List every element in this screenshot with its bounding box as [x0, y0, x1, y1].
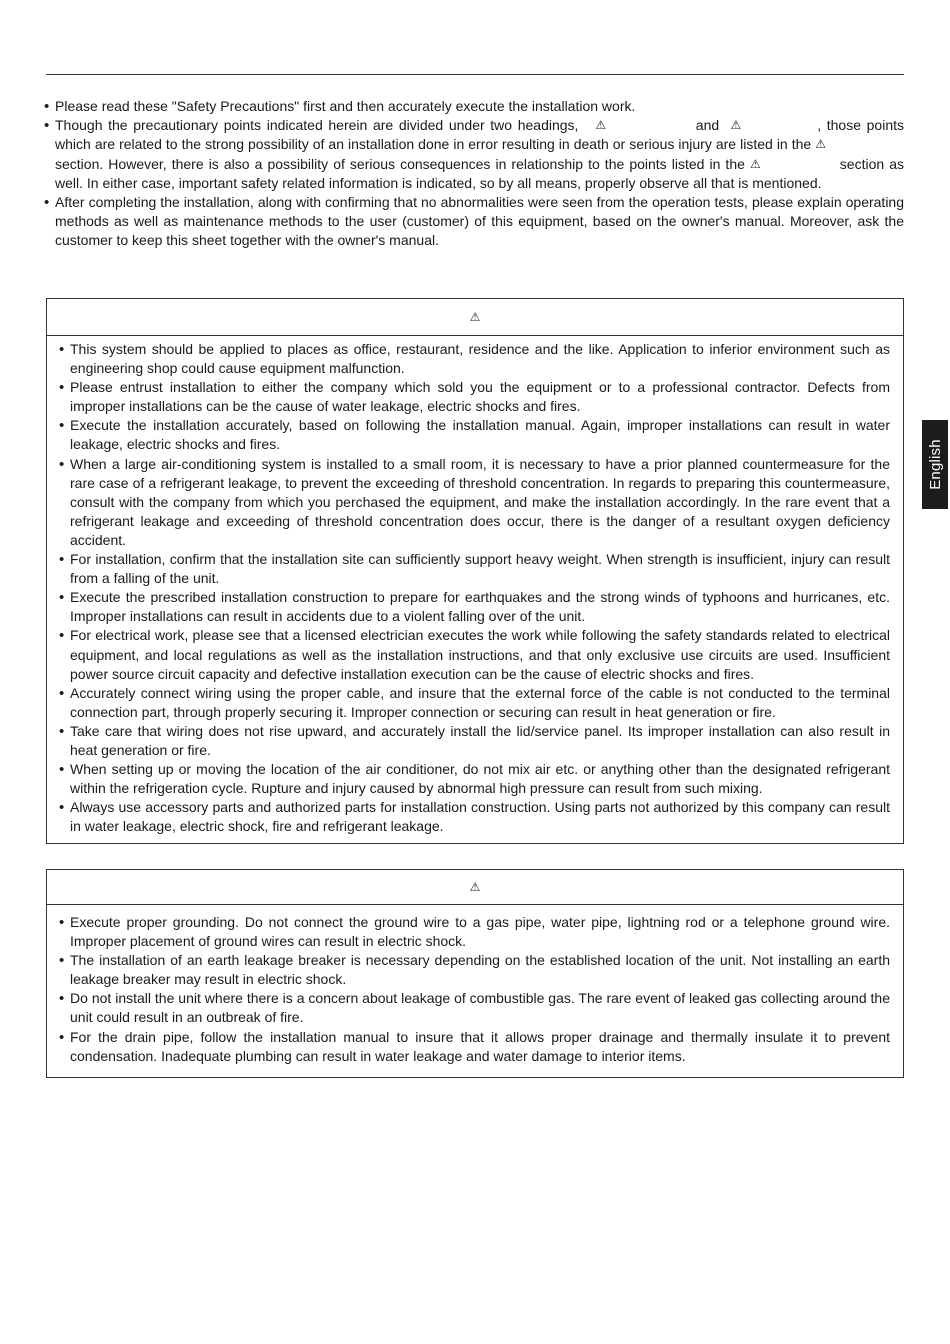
caution-list	[47, 905, 903, 1066]
list-item: • Execute the installation accurately, based on following the installation manual. Again, improper installations can result in water leakage, electric shocks and fires.	[69, 416, 890, 454]
language-tab	[922, 420, 948, 509]
warning-list	[47, 336, 903, 836]
caution-box-header	[47, 870, 903, 905]
intro-bullet-3: • After completing the installation, along with confirming that no abnormalities were seen from the operation tests, please explain operating methods as well as maintenance methods to the user (customer) of this equipment, based on the owner's manual. Moreover, ask the customer to keep this sheet together with the owner's manual.	[46, 193, 904, 251]
list-item: • When setting up or moving the location of the air conditioner, do not mix air etc. or anything other than the designated refrigerant within the refrigeration cycle. Rupture and injury caused by abnormal high pressure can result from such mixing.	[69, 760, 890, 798]
list-item: • For electrical work, please see that a licensed electrician executes the work while following the safety standards related to electrical equipment, and local regulations as well as the installation instructions, and that only exclusive use circuits are used. Insufficient power source circuit capacity and defective installation execution can be the cause of electric shocks and fires.	[69, 626, 890, 683]
warning-triangle-icon: ⚠	[469, 880, 481, 894]
list-item: • For installation, confirm that the installation site can sufficiently support heavy weight. When strength is insufficient, injury can result from a falling of the unit.	[69, 550, 890, 588]
caution-box	[46, 869, 904, 1078]
list-item: • Please entrust installation to either the company which sold you the equipment or to a professional contractor. Defects from improper installations can be the cause of water leakage, electric shocks and fires.	[69, 378, 890, 416]
warning-triangle-icon: ⚠	[595, 118, 607, 133]
warning-triangle-icon: ⚠	[815, 137, 826, 152]
list-item: • Accurately connect wiring using the proper cable, and insure that the external force of the cable is not conducted to the terminal connection part, through properly securing it. Improper connection or securing can result in heat generation or fire.	[69, 684, 890, 722]
intro-section	[46, 97, 904, 251]
list-item: • Do not install the unit where there is a concern about leakage of combustible gas. The rare event of leaked gas collecting around the unit could result in an outbreak of fire.	[69, 989, 890, 1027]
warning-triangle-icon: ⚠	[469, 310, 481, 324]
list-item: • Execute the prescribed installation construction to prepare for earthquakes and the strong winds of typhoons and hurricanes, etc. Improper installations can result in accidents due to a violent falling over of the unit.	[69, 588, 890, 626]
warning-box	[46, 298, 904, 844]
header-rule	[46, 74, 904, 75]
list-item: • Execute proper grounding. Do not connect the ground wire to a gas pipe, water pipe, lightning rod or a telephone ground wire. Improper placement of ground wires can result in electric shock.	[69, 913, 890, 951]
list-item: • The installation of an earth leakage breaker is necessary depending on the established location of the unit. Not installing an earth leakage breaker may result in electric shock.	[69, 951, 890, 989]
warning-triangle-icon: ⚠	[730, 118, 742, 133]
warning-triangle-icon: ⚠	[749, 156, 761, 171]
intro-bullet-2: • Though the precautionary points indicated herein are divided under two headings, ⚠ and ⚠ , those points which are related to the strong possibility of an installation done in error resulting in death or serious injury are listed in the ⚠ section. However, there is also a possibility of serious consequences in relationship to the points listed in the ⚠ section as well. In either case, important safety related information is indicated, so by all means, properly observe all that is mentioned.	[46, 116, 904, 193]
list-item: • For the drain pipe, follow the installation manual to insure that it allows proper drainage and thermally insulate it to prevent condensation. Inadequate plumbing can result in water leakage and water damage to interior items.	[69, 1028, 890, 1066]
intro-bullet-1: • Please read these "Safety Precautions" first and then accurately execute the installation work.	[46, 97, 904, 116]
warning-box-header	[47, 299, 903, 336]
language-tab-label: English	[926, 439, 944, 490]
list-item: • When a large air-conditioning system is installed to a small room, it is necessary to have a prior planned countermeasure for the rare case of a refrigerant leakage, to prevent the exceeding of threshold concentration. In regards to preparing this countermeasure, consult with the company from which you perchased the equipment, and make the installation accordingly. In the rare event that a refrigerant leakage and exceeding of threshold concentration does occur, there is the danger of a resultant oxygen deficiency accident.	[69, 455, 890, 550]
list-item: • Always use accessory parts and authorized parts for installation construction. Using parts not authorized by this company can result in water leakage, electric shock, fire and refrigerant leakage.	[69, 798, 890, 836]
list-item: • This system should be applied to places as office, restaurant, residence and the like. Application to inferior environment such as engineering shop could cause equipment malfunction.	[69, 340, 890, 378]
list-item: • Take care that wiring does not rise upward, and accurately install the lid/service panel. Its improper installation can also result in heat generation or fire.	[69, 722, 890, 760]
